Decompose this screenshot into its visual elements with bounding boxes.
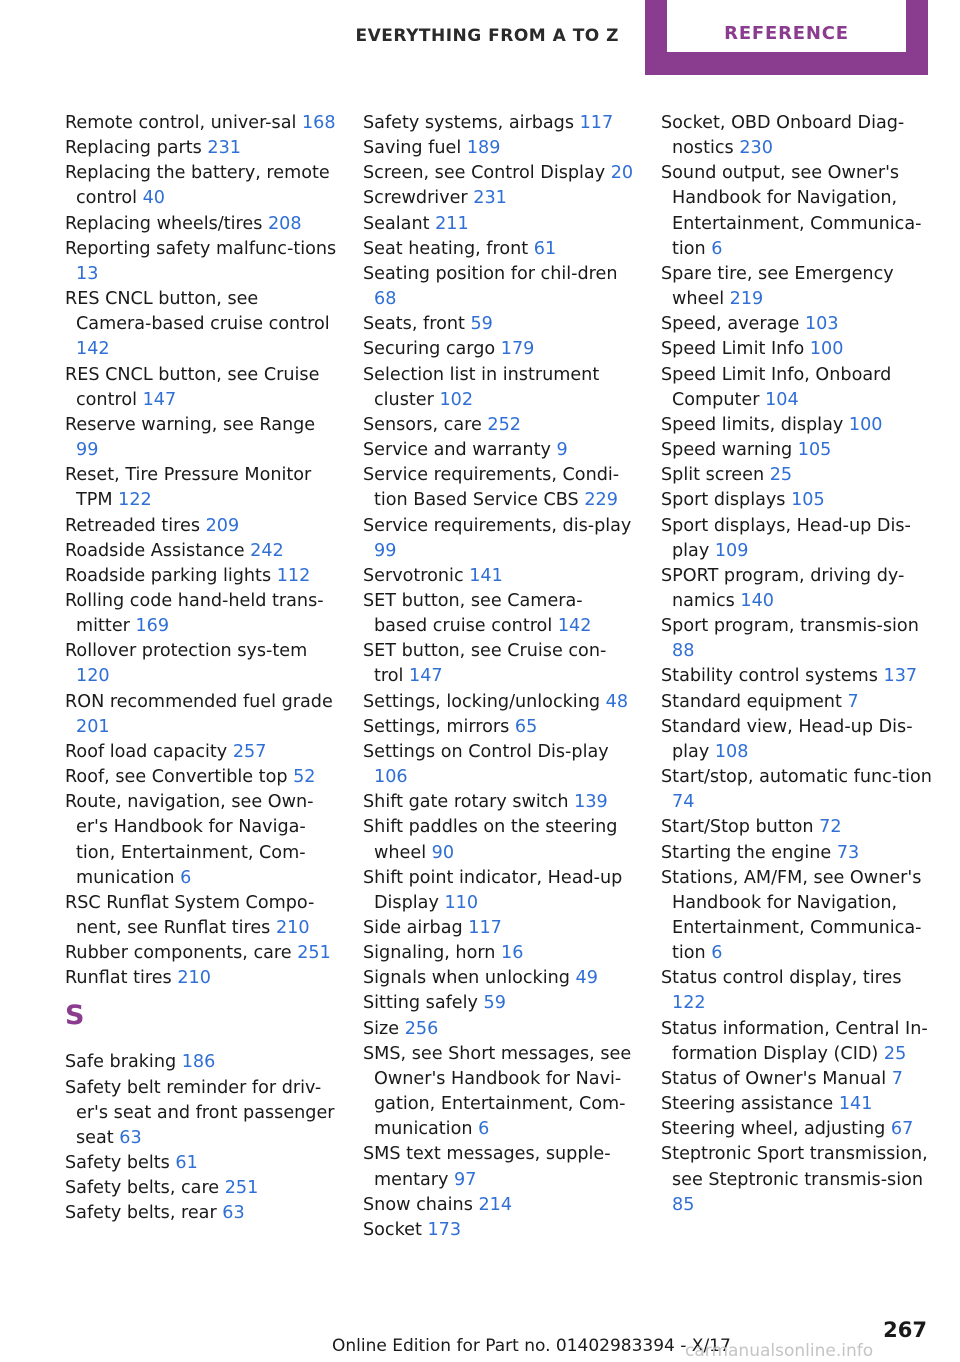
index-entry-text: Settings, locking/unlocking [363, 691, 601, 712]
page-reference-link[interactable]: 139 [574, 792, 608, 813]
page-reference-link[interactable]: 242 [250, 540, 284, 561]
index-entry [661, 111, 933, 161]
page-reference-link[interactable]: 230 [739, 138, 773, 159]
index-entry [363, 1193, 635, 1218]
index-entry [65, 237, 337, 287]
index-entry-text: Snow chains [363, 1194, 473, 1215]
index-entry [363, 740, 635, 790]
page-reference-link[interactable]: 209 [205, 515, 240, 536]
page-number: 267 [883, 1318, 927, 1342]
index-entry [661, 1142, 933, 1217]
index-entry [363, 790, 635, 815]
page-reference-link[interactable]: 231 [207, 138, 242, 159]
index-entry-text: Signals when unlocking [363, 968, 570, 989]
index-entry-text: Speed, average [661, 314, 800, 335]
page-reference-link[interactable]: 59 [470, 314, 493, 335]
index-entry [661, 312, 933, 337]
index-entry-text: RON recommended fuel grade [65, 691, 333, 712]
index-entry [363, 815, 635, 865]
index-entry-text: Route, navigation, see Own-er's Handbook for Naviga-tion, Entertainment, Com-munication [65, 792, 314, 888]
index-entry [65, 363, 337, 413]
page-reference-link[interactable]: 74 [672, 792, 695, 813]
index-entry [363, 413, 635, 438]
page-reference-link[interactable]: 48 [605, 691, 629, 712]
index-entry [661, 1117, 933, 1142]
index-entry-text: Sport displays, Head-up Dis-play [661, 515, 911, 561]
index-entry [65, 564, 337, 589]
index-entry [363, 111, 635, 136]
page-reference-link[interactable]: 85 [672, 1194, 695, 1215]
index-entry-text: Shift paddles on the steering wheel [363, 817, 618, 863]
index-entry [363, 941, 635, 966]
page-reference-link[interactable]: 6 [711, 943, 723, 964]
index-entry [363, 514, 635, 564]
index-entry-text: Standard equipment [661, 691, 842, 712]
page-reference-link[interactable]: 7 [891, 1068, 903, 1089]
index-entry [363, 991, 635, 1016]
index-column-2 [363, 111, 635, 1243]
index-entry-text: Service requirements, dis-play [363, 515, 632, 536]
edition-note: Online Edition for Part no. 01402983394 - X/17 [332, 1336, 731, 1356]
index-entry-text: Seats, front [363, 314, 465, 335]
page-reference-link[interactable]: 179 [500, 339, 535, 360]
page-reference-link[interactable]: 122 [672, 993, 706, 1014]
page-reference-link[interactable]: 147 [409, 666, 443, 687]
page-reference-link[interactable]: 231 [473, 188, 507, 209]
page-reference-link[interactable]: 97 [454, 1169, 477, 1190]
index-entry-text: SET button, see Cruise con-trol [363, 641, 607, 687]
page-reference-link[interactable]: 88 [672, 641, 695, 662]
page-reference-link[interactable]: 99 [374, 540, 397, 561]
index-entry-text: SMS text messages, supple-mentary [363, 1144, 611, 1190]
index-entry-text: Rubber components, care [65, 943, 292, 964]
index-entry-text: Starting the engine [661, 842, 832, 863]
page-reference-link[interactable]: 63 [222, 1203, 245, 1224]
index-entry [661, 514, 933, 564]
index-entry [65, 136, 337, 161]
index-entry [363, 966, 635, 991]
index-entry-text: Safety belts, rear [65, 1203, 217, 1224]
page-reference-link[interactable]: 49 [575, 968, 598, 989]
index-entry-text: Shift point indicator, Head-up Display [363, 867, 623, 913]
index-entry [363, 186, 635, 211]
index-entry-text: Size [363, 1018, 400, 1039]
page-footer [0, 1318, 960, 1362]
index-entry-text: Reset, Tire Pressure Monitor TPM [65, 465, 312, 511]
index-entry-text: Roadside parking lights [65, 565, 272, 586]
index-entry [661, 841, 933, 866]
index-entry [661, 715, 933, 765]
index-entry-text: Socket, OBD Onboard Diag-nostics [661, 113, 905, 159]
page-reference-link[interactable]: 103 [804, 314, 839, 335]
index-entry [661, 690, 933, 715]
index-entry-text: RSC Runflat System Compo-nent, see Runflat tires [65, 892, 315, 938]
index-entry [661, 1017, 933, 1067]
index-entry [661, 488, 933, 513]
page-reference-link[interactable]: 104 [765, 389, 799, 410]
page-reference-link[interactable]: 210 [177, 968, 211, 989]
index-entry [363, 237, 635, 262]
index-entry [363, 690, 635, 715]
page-reference-link[interactable]: 16 [501, 943, 524, 964]
page-reference-link[interactable]: 214 [478, 1194, 513, 1215]
page-reference-link[interactable]: 99 [76, 440, 99, 461]
page-reference-link[interactable]: 173 [427, 1219, 462, 1240]
index-entry-text: Seat heating, front [363, 238, 529, 259]
index-entry [661, 765, 933, 815]
index-entry [661, 564, 933, 614]
page-reference-link[interactable]: 112 [276, 565, 311, 586]
index-entry [661, 1092, 933, 1117]
index-entry [65, 690, 337, 740]
page-reference-link[interactable]: 189 [466, 138, 501, 159]
page-reference-link[interactable]: 252 [487, 414, 521, 435]
index-entry-text: Roof, see Convertible top [65, 767, 288, 788]
page-reference-link[interactable]: 6 [711, 238, 723, 259]
page-reference-link[interactable]: 117 [468, 918, 502, 938]
index-entry-text: Speed warning [661, 440, 793, 461]
index-entry-text: Split screen [661, 465, 765, 486]
index-entry-text: Signaling, horn [363, 943, 496, 964]
page-reference-link[interactable]: 106 [374, 767, 408, 788]
index-entry [661, 463, 933, 488]
page-reference-link[interactable]: 9 [556, 440, 568, 461]
index-entry [65, 765, 337, 790]
index-entry-text: Rollover protection sys-tem [65, 641, 308, 662]
index-entry-text: Safety belts, care [65, 1178, 220, 1199]
index-entry-text: Screwdriver [363, 188, 468, 209]
index-entry-text: Speed Limit Info [661, 339, 805, 360]
index-entry-text: Steering assistance [661, 1094, 834, 1115]
index-column-1 [65, 111, 337, 1227]
index-entry [65, 966, 337, 991]
index-entry [363, 262, 635, 312]
index-entry-text: Sport program, transmis-sion [661, 616, 919, 637]
index-entry-text: Reporting safety malfunc-tions [65, 238, 337, 259]
page-reference-link[interactable]: 100 [809, 339, 844, 360]
index-entry [363, 866, 635, 916]
page-reference-link[interactable]: 108 [714, 741, 749, 762]
index-entry [65, 287, 337, 362]
index-entry-text: Stations, AM/FM, see Owner's Handbook for Navigation, Entertainment, Communica-tion [661, 867, 922, 964]
index-entry-text: Sitting safely [363, 993, 478, 1014]
watermark: carmanualsonline.info [685, 1341, 874, 1361]
index-entry-text: Service requirements, Condi-tion Based Service CBS [363, 465, 620, 511]
index-entry-text: SET button, see Camera-based cruise control [363, 590, 583, 637]
index-entry-text: Roadside Assistance [65, 540, 245, 561]
page-reference-link[interactable]: 25 [883, 1043, 907, 1064]
page-reference-link[interactable]: 211 [435, 213, 469, 234]
index-entry [661, 815, 933, 840]
index-entry-text: Replacing wheels/tires [65, 213, 263, 234]
page-reference-link[interactable]: 90 [431, 842, 455, 863]
page-reference-link[interactable]: 201 [76, 716, 110, 737]
index-entry [65, 941, 337, 966]
index-entry-text: Standard view, Head-up Dis-play [661, 716, 913, 762]
page-reference-link[interactable]: 219 [729, 289, 764, 310]
index-entry [65, 1201, 337, 1226]
page-reference-link[interactable]: 169 [135, 616, 170, 637]
index-entry [363, 1142, 635, 1192]
page-reference-link[interactable]: 100 [848, 414, 883, 435]
index-entry-text: Settings on Control Dis-play [363, 741, 609, 762]
index-entry [363, 463, 635, 513]
index-entry [363, 312, 635, 337]
page-reference-link[interactable]: 142 [76, 339, 110, 360]
index-entry [363, 438, 635, 463]
page-reference-link[interactable]: 6 [180, 867, 192, 888]
index-entry [661, 664, 933, 689]
index-entry-text: Status information, Central In-formation Display (CID) [661, 1018, 928, 1064]
index-entry [65, 1076, 337, 1151]
index-entry [363, 1042, 635, 1143]
page-reference-link[interactable]: 61 [533, 238, 557, 259]
index-entry-text: Remote control, univer-sal [65, 113, 297, 133]
index-entry-text: Seating position for chil-dren [363, 263, 618, 284]
reference-tab [645, 0, 928, 75]
index-entry-text: SMS, see Short messages, see Owner's Handbook for Navi-gation, Entertainment, Com-munication [363, 1043, 632, 1140]
index-entry-text: Sport displays [661, 490, 786, 511]
index-entry-text: Saving fuel [363, 138, 462, 159]
index-entry-text: Rolling code hand-held trans-mitter [65, 590, 324, 637]
index-entry-text: Steptronic Sport transmission, see Steptronic transmis-sion [661, 1144, 928, 1190]
index-entry-text: Servotronic [363, 565, 464, 586]
index-entry-text: Sealant [363, 213, 430, 234]
index-entry [363, 639, 635, 689]
index-entry [363, 715, 635, 740]
page-reference-link[interactable]: 208 [267, 213, 302, 234]
index-entry-text: Status of Owner's Manual [661, 1068, 887, 1089]
index-entry-text: Replacing parts [65, 138, 202, 159]
page-reference-link[interactable]: 257 [232, 741, 267, 762]
section-letter: S [65, 1000, 85, 1032]
index-entry-text: Sound output, see Owner's Handbook for Navigation, Entertainment, Communica-tion [661, 163, 922, 259]
page-reference-link[interactable]: 72 [819, 817, 842, 838]
index-entry [65, 891, 337, 941]
page-reference-link[interactable]: 141 [838, 1094, 873, 1115]
index-entry-text: Settings, mirrors [363, 716, 510, 737]
index-entry [65, 589, 337, 639]
index-entry-text: Runflat tires [65, 968, 172, 989]
page-reference-link[interactable]: 6 [478, 1119, 490, 1140]
index-entry [65, 1176, 337, 1201]
page-reference-link[interactable]: 102 [439, 389, 474, 410]
index-entry [661, 966, 933, 1016]
index-entry-text: Start/Stop button [661, 817, 814, 838]
page-reference-link[interactable]: 20 [610, 163, 634, 184]
page-reference-link[interactable]: 168 [301, 113, 336, 133]
index-entry [363, 136, 635, 161]
index-entry-text: RES CNCL button, see Camera-based cruise control [65, 289, 330, 335]
page-reference-link[interactable]: 52 [293, 767, 316, 788]
reference-tab-label: REFERENCE [724, 23, 849, 44]
page-reference-link[interactable]: 147 [142, 389, 177, 410]
index-entry-text: Screen, see Control Display [363, 163, 606, 184]
index-entry-text: Replacing the battery, remote control [65, 163, 330, 209]
index-entry-text: Reserve warning, see Range [65, 414, 316, 435]
index-column-3 [661, 111, 933, 1218]
index-entry-text: Side airbag [363, 918, 463, 938]
index-entry-text: Socket [363, 1219, 422, 1240]
index-entry-text: Roof load capacity [65, 741, 228, 762]
page-reference-link[interactable]: 65 [514, 716, 538, 737]
index-entry [363, 363, 635, 413]
index-entry [363, 212, 635, 237]
index-entry-text: Start/stop, automatic func-tion [661, 767, 932, 788]
index-entry [363, 1218, 635, 1243]
section-title: EVERYTHING FROM A TO Z [355, 26, 619, 46]
page-reference-link[interactable]: 73 [836, 842, 860, 863]
index-entry [65, 1050, 337, 1075]
reference-tab-label-box [667, 0, 906, 52]
index-entry [661, 161, 933, 262]
page-reference-link[interactable]: 186 [181, 1052, 216, 1073]
index-entry [65, 740, 337, 765]
index-entry [65, 539, 337, 564]
index-entry [65, 790, 337, 891]
index-entry-text: Speed limits, display [661, 414, 844, 435]
page-reference-link[interactable]: 142 [557, 616, 592, 637]
page-reference-link[interactable]: 25 [769, 465, 793, 486]
index-entry [363, 337, 635, 362]
index-entry [65, 639, 337, 689]
index-entry [661, 337, 933, 362]
page-reference-link[interactable]: 110 [444, 892, 479, 913]
page-reference-link[interactable]: 256 [404, 1018, 439, 1039]
page-reference-link[interactable]: 61 [175, 1153, 198, 1174]
index-entry [661, 1067, 933, 1092]
page-reference-link[interactable]: 251 [297, 943, 331, 964]
page-reference-link[interactable]: 13 [76, 263, 99, 284]
page-reference-link[interactable]: 251 [224, 1178, 259, 1199]
index-entry [65, 111, 337, 136]
index-entry [661, 262, 933, 312]
index-entry-text: RES CNCL button, see Cruise control [65, 364, 320, 410]
index-entry-text: Shift gate rotary switch [363, 792, 569, 813]
index-entry [661, 614, 933, 664]
index-entry-text: Safety systems, airbags [363, 113, 575, 133]
index-entry-text: Speed Limit Info, Onboard Computer [661, 364, 892, 410]
index-entry-text: Retreaded tires [65, 515, 200, 536]
page-reference-link[interactable]: 59 [483, 993, 506, 1014]
page-reference-link[interactable]: 229 [584, 490, 618, 511]
page-reference-link[interactable]: 122 [118, 490, 152, 511]
index-entry [363, 916, 635, 941]
index-entry [65, 463, 337, 513]
index-entry [661, 363, 933, 413]
page-reference-link[interactable]: 117 [579, 113, 614, 133]
index-entry [65, 212, 337, 237]
index-entry [65, 1151, 337, 1176]
index-entry-text: Steering wheel, adjusting [661, 1119, 886, 1140]
page-reference-link[interactable]: 141 [469, 565, 503, 586]
index-entry-text: Safety belts [65, 1153, 170, 1174]
page-reference-link[interactable]: 67 [890, 1119, 914, 1140]
index-entry [363, 1017, 635, 1042]
page-reference-link[interactable]: 120 [76, 666, 110, 687]
index-entry [363, 161, 635, 186]
page-reference-link[interactable]: 7 [847, 691, 859, 712]
page-reference-link[interactable]: 137 [883, 666, 918, 687]
index-entry-text: Status control display, tires [661, 968, 902, 989]
page-reference-link[interactable]: 68 [374, 289, 397, 310]
running-header [300, 0, 645, 75]
index-entry [363, 589, 635, 639]
index-entry-text: Sensors, care [363, 414, 482, 435]
page-reference-link[interactable]: 109 [714, 540, 749, 561]
page-reference-link[interactable]: 140 [740, 590, 774, 611]
index-entry [363, 564, 635, 589]
index-entry [65, 161, 337, 211]
index-entry-text: Securing cargo [363, 339, 496, 360]
page-reference-link[interactable]: 105 [791, 490, 825, 511]
index-entry-text: Spare tire, see Emergency wheel [661, 263, 894, 310]
index-entry [661, 413, 933, 438]
index-entry-text: Selection list in instrument cluster [363, 364, 600, 410]
index-entry [661, 438, 933, 463]
page-reference-link[interactable]: 40 [142, 188, 165, 209]
index-entry [65, 514, 337, 539]
page-reference-link[interactable]: 105 [797, 440, 832, 461]
page-reference-link[interactable]: 63 [119, 1127, 142, 1148]
index-entry-text: Stability control systems [661, 666, 878, 687]
index-entry-text: Service and warranty [363, 440, 551, 461]
index-entry-text: Safe braking [65, 1052, 177, 1073]
index-entry [65, 413, 337, 463]
index-entry-text: Safety belt reminder for driv-er's seat and front passenger seat [65, 1077, 335, 1148]
index-entry-text: SPORT program, driving dy-namics [661, 565, 905, 611]
page-reference-link[interactable]: 210 [275, 918, 310, 938]
index-entry [661, 866, 933, 967]
